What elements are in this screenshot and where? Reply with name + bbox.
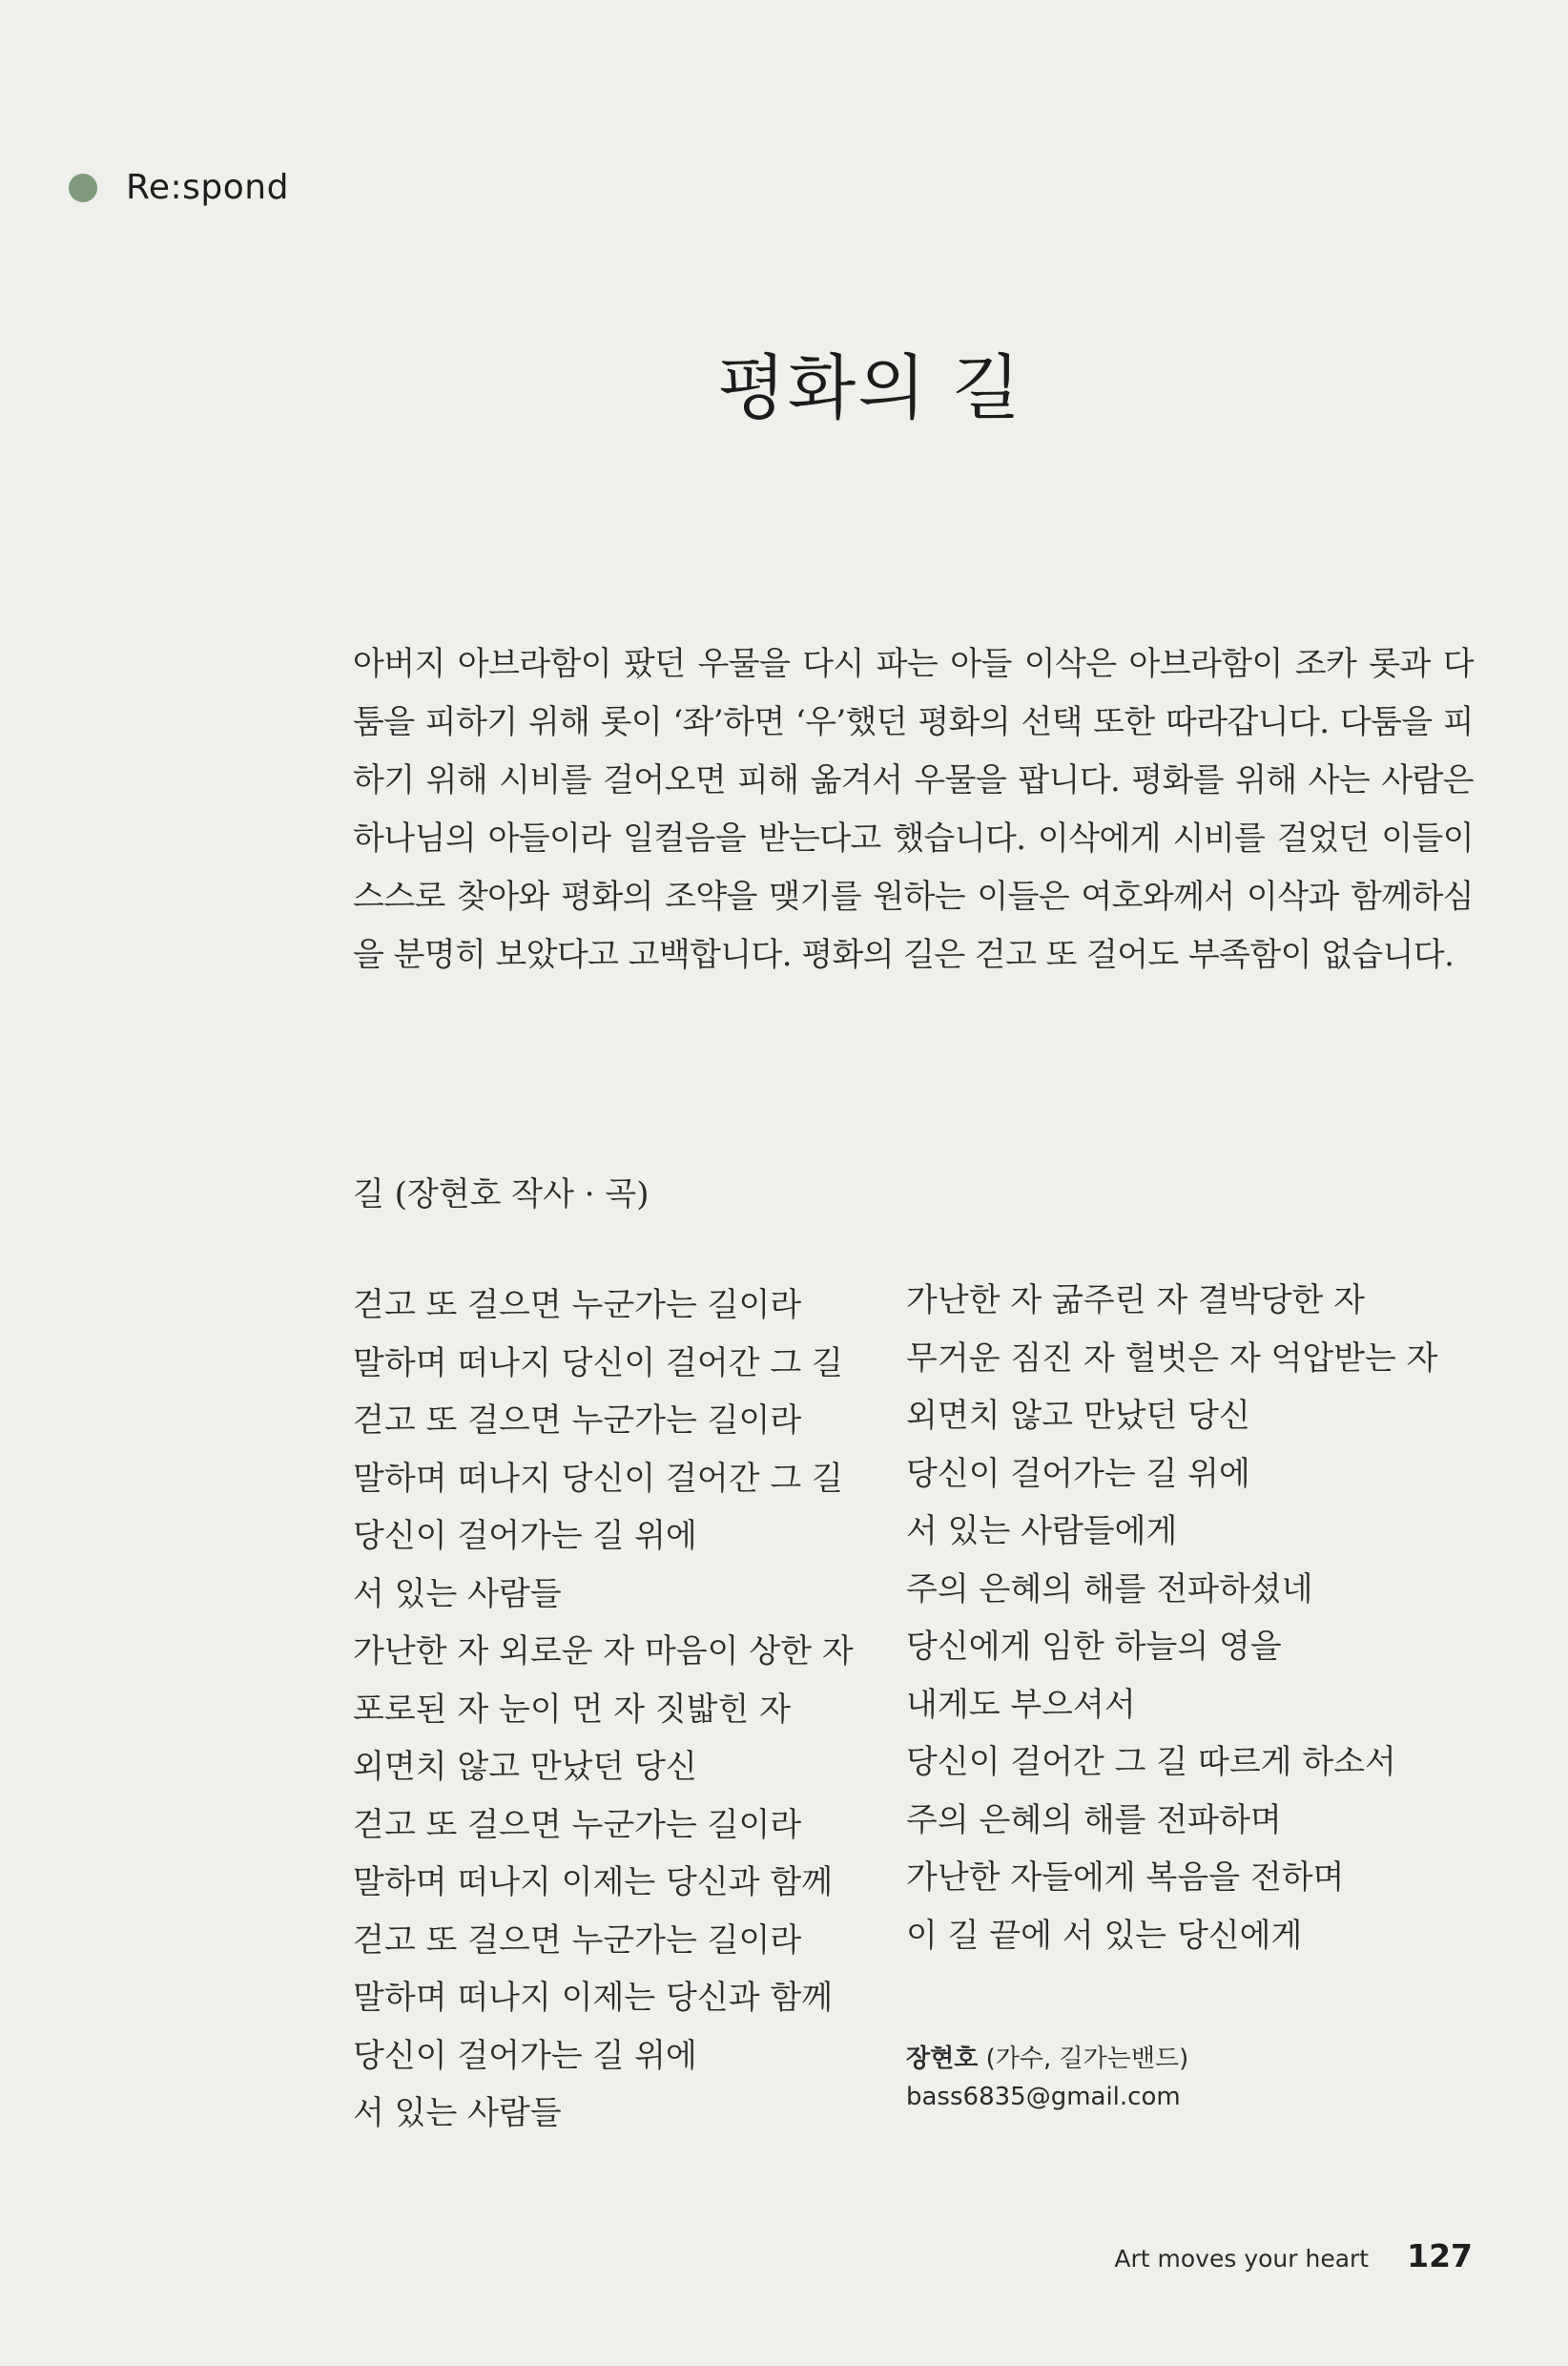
footer-tagline: Art moves your heart bbox=[1114, 2245, 1370, 2273]
lyric-line: 당신이 걸어가는 길 위에 bbox=[906, 1454, 1250, 1493]
lyric-line: 말하며 떠나지 당신이 걸어간 그 길 bbox=[353, 1459, 843, 1498]
section-dot-icon bbox=[69, 174, 97, 202]
lyric-line: 외면치 않고 만났던 당신 bbox=[353, 1748, 697, 1786]
section-tag bbox=[69, 168, 289, 207]
lyric-line: 말하며 떠나지 이제는 당신과 함께 bbox=[353, 1979, 834, 2017]
lyric-line: 서 있는 사람들 bbox=[353, 1574, 562, 1613]
lyric-line: 걷고 또 걸으면 누군가는 길이라 bbox=[353, 1401, 802, 1440]
lyrics-right-column bbox=[906, 1272, 1438, 1964]
page-footer bbox=[1114, 2237, 1473, 2274]
intro-paragraph: 아버지 아브라함이 팠던 우물을 다시 파는 아들 이삭은 아브라함이 조카 롯과 다툼을 피하기 위해 롯이 ‘좌’하면 ‘우’했던 평화의 선택 또한 따라갑니다. 다툼을 피하기 위해 시비를 걸어오면 피해 옮겨서 우물을 팝니다. 평화를 위해 사는 사람은 하나님의 아들이라 일컬음을 받는다고 했습니다. 이삭에게 시비를 걸었던 이들이 스스로 찾아와 평화의 조약을 맺기를 원하는 이들은 여호와께서 이삭과 함께하심을 분명히 보았다고 고백합니다. 평화의 길은 걷고 또 걸어도 부족함이 없습니다. bbox=[353, 645, 1474, 974]
lyric-line: 주의 은혜의 해를 전파하며 bbox=[906, 1800, 1282, 1839]
lyric-line: 주의 은혜의 해를 전파하셨네 bbox=[906, 1569, 1313, 1608]
lyric-line: 이 길 끝에 서 있는 당신에게 bbox=[906, 1916, 1303, 1955]
lyric-line: 걷고 또 걸으면 누군가는 길이라 bbox=[353, 1286, 802, 1324]
lyrics-left-column bbox=[353, 1276, 854, 2143]
lyric-line: 가난한 자 굶주린 자 결박당한 자 bbox=[906, 1281, 1366, 1319]
lyric-line: 걷고 또 걸으면 누군가는 길이라 bbox=[353, 1805, 802, 1844]
lyric-line: 내게도 부으셔서 bbox=[906, 1685, 1136, 1724]
lyric-line: 외면치 않고 만났던 당신 bbox=[906, 1397, 1250, 1435]
lyric-line: 무거운 짐진 자 헐벗은 자 억압받는 자 bbox=[906, 1339, 1438, 1378]
author-role: (가수, 길가는밴드) bbox=[985, 2044, 1189, 2073]
lyric-line: 서 있는 사람들 bbox=[353, 2094, 562, 2132]
lyric-line: 말하며 떠나지 당신이 걸어간 그 길 bbox=[353, 1343, 843, 1382]
lyric-line: 당신에게 임한 하늘의 영을 bbox=[906, 1628, 1282, 1666]
lyric-line: 말하며 떠나지 이제는 당신과 함께 bbox=[353, 1863, 834, 1901]
author-name: 장현호 bbox=[906, 2044, 979, 2073]
author-credit bbox=[906, 2040, 1188, 2116]
lyric-line: 가난한 자들에게 복음을 전하며 bbox=[906, 1858, 1345, 1897]
author-email: bass6835@gmail.com bbox=[906, 2083, 1181, 2111]
page-title: 평화의 길 bbox=[717, 347, 1022, 429]
lyric-line: 당신이 걸어가는 길 위에 bbox=[353, 2036, 697, 2075]
lyric-line: 서 있는 사람들에게 bbox=[906, 1512, 1178, 1550]
lyric-line: 포로된 자 눈이 먼 자 짓밟힌 자 bbox=[353, 1690, 791, 1729]
lyric-line: 당신이 걸어가는 길 위에 bbox=[353, 1517, 697, 1555]
lyric-line: 가난한 자 외로운 자 마음이 상한 자 bbox=[353, 1632, 854, 1671]
section-label: Re:spond bbox=[126, 168, 289, 207]
lyric-line: 당신이 걸어간 그 길 따르게 하소서 bbox=[906, 1743, 1396, 1781]
page-number: 127 bbox=[1407, 2237, 1473, 2274]
song-heading: 길 (장현호 작사 · 곡) bbox=[353, 1175, 650, 1214]
lyric-line: 걷고 또 걸으면 누군가는 길이라 bbox=[353, 1920, 802, 1960]
